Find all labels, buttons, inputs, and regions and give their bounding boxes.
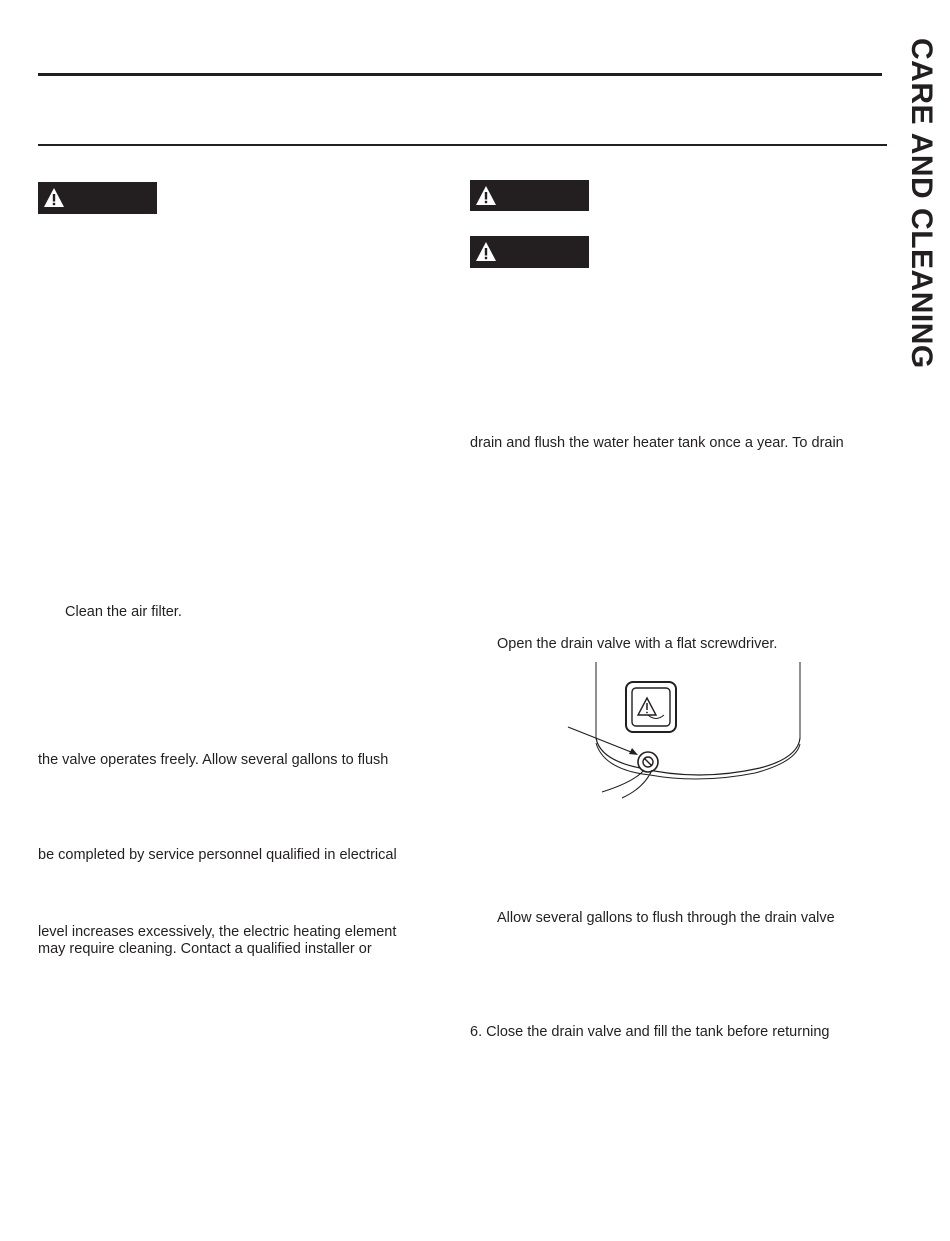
- section-tab-label: CARE AND CLEANING: [905, 38, 938, 369]
- drain-valve-illustration: [560, 660, 810, 800]
- warning-triangle-icon: [475, 241, 497, 262]
- warning-box-right-1: [470, 180, 589, 211]
- text-completed-by: be completed by service personnel qualified in electrical: [38, 847, 397, 863]
- text-valve-freely: the valve operates freely. Allow several gallons to flush: [38, 752, 389, 768]
- section-tab: [902, 38, 942, 388]
- section-rule: [38, 144, 887, 146]
- text-level-increases: level increases excessively, the electric heating element: [38, 924, 397, 940]
- warning-box-left: [38, 182, 157, 214]
- warning-triangle-icon: [43, 187, 65, 208]
- text-allow-gallons: Allow several gallons to flush through the drain valve: [497, 910, 835, 926]
- text-may-require: may require cleaning. Contact a qualified installer or: [38, 941, 372, 957]
- warning-box-right-2: [470, 236, 589, 268]
- text-drain-flush: drain and flush the water heater tank once a year. To drain: [470, 435, 844, 451]
- text-step-6: 6. Close the drain valve and fill the tank before returning: [470, 1024, 830, 1040]
- text-clean-filter: Clean the air filter.: [65, 604, 182, 620]
- text-open-valve: Open the drain valve with a flat screwdriver.: [497, 636, 778, 652]
- warning-triangle-icon: [475, 185, 497, 206]
- top-rule: [38, 73, 882, 76]
